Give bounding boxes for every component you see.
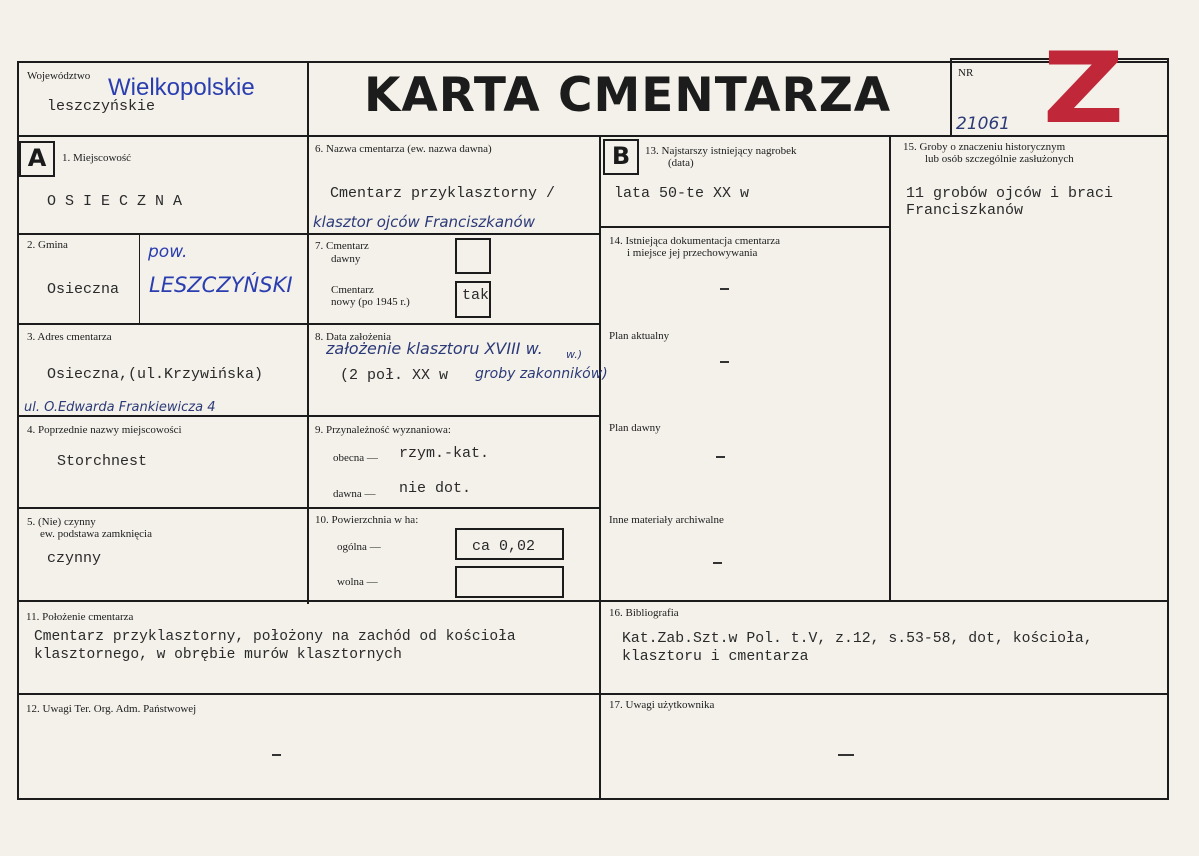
section-a-badge: A bbox=[19, 141, 55, 177]
f14-plan-old: Plan dawny bbox=[609, 422, 661, 434]
f13-value: lata 50-te XX w bbox=[614, 185, 750, 202]
row-left-1 bbox=[17, 233, 309, 235]
f14-label: 14. Istniejąca dokumentacja cmentarza bbox=[609, 235, 781, 247]
category-mark: Z bbox=[1042, 32, 1125, 146]
voivodeship-typed: leszczyńskie bbox=[47, 98, 156, 115]
f10-total-value: ca 0,02 bbox=[472, 538, 536, 555]
f16-label: 16. Bibliografia bbox=[609, 607, 679, 619]
f5-label2: ew. podstawa zamknięcia bbox=[40, 528, 152, 540]
voivodeship-stamp: Wielkopolskie bbox=[108, 74, 255, 101]
f14-label2: i miejsce jej przechowywania bbox=[627, 247, 758, 259]
f7-label-old: 7. Cmentarz bbox=[315, 240, 369, 252]
f14-dash-2 bbox=[720, 361, 729, 363]
f9-former-label: dawna — bbox=[333, 488, 376, 500]
nr-label: NR bbox=[958, 67, 974, 79]
f9-former-value: nie dot. bbox=[399, 480, 472, 497]
f14-other: Inne materiały archiwalne bbox=[609, 514, 724, 526]
f2-value: Osieczna bbox=[47, 281, 120, 298]
row-left-4 bbox=[17, 507, 309, 509]
row-mid-3 bbox=[307, 415, 601, 417]
frame-bottom bbox=[17, 798, 1169, 800]
header-divider-left bbox=[307, 61, 309, 604]
f8-value: (2 poł. XX w bbox=[340, 367, 449, 384]
f5-label: 5. (Nie) czynny bbox=[27, 516, 96, 528]
f2-label: 2. Gmina bbox=[27, 239, 68, 251]
f6-value: Cmentarz przyklasztorny / bbox=[330, 185, 556, 202]
f7-new-value: tak bbox=[462, 287, 490, 304]
f8-hw3: w.) bbox=[566, 348, 583, 361]
f12-label: 12. Uwagi Ter. Org. Adm. Państwowej bbox=[26, 703, 197, 715]
f10-free-box[interactable] bbox=[455, 566, 564, 598]
f9-current-label: obecna — bbox=[333, 452, 378, 464]
row-b-1 bbox=[599, 226, 891, 228]
f6-hw: klasztor ojców Franciszkanów bbox=[313, 213, 535, 231]
f1-label: 1. Miejscowość bbox=[62, 152, 132, 164]
row-left-3 bbox=[17, 415, 309, 417]
f14-dash-3 bbox=[716, 456, 725, 458]
nr-value: 21061 bbox=[956, 114, 1011, 134]
f15-line1: 11 grobów ojców i braci bbox=[906, 185, 1114, 202]
row-left-2 bbox=[17, 323, 309, 325]
col-divider-right bbox=[889, 135, 891, 600]
f3-label: 3. Adres cmentarza bbox=[27, 331, 112, 343]
f9-label: 9. Przynależność wyznaniowa: bbox=[315, 424, 451, 436]
f10-free-label: wolna — bbox=[337, 576, 378, 588]
frame-top bbox=[17, 61, 1169, 63]
voivodeship-label: Województwo bbox=[27, 70, 91, 82]
f13-label2: (data) bbox=[668, 157, 694, 169]
f7-old-checkbox[interactable] bbox=[455, 238, 491, 274]
f7-label-new2: nowy (po 1945 r.) bbox=[331, 296, 410, 308]
f11-line1: Cmentarz przyklasztorny, położony na zachód od kościoła bbox=[34, 629, 516, 645]
f12-dash bbox=[272, 754, 281, 756]
f3-value: Osieczna,(ul.Krzywińska) bbox=[47, 366, 264, 383]
f3-hw: ul. O.Edwarda Frankiewicza 4 bbox=[24, 400, 216, 415]
f11-line2: klasztornego, w obrębie murów klasztornych bbox=[34, 647, 402, 663]
f15-label2: lub osób szczególnie zasłużonych bbox=[925, 153, 1074, 165]
row-full-1 bbox=[17, 600, 1169, 602]
f6-label: 6. Nazwa cmentarza (ew. nazwa dawna) bbox=[315, 143, 492, 155]
f16-line1: Kat.Zab.Szt.w Pol. t.V, z.12, s.53-58, dot, kościoła, bbox=[622, 631, 1093, 647]
f2-hw-pow: pow. bbox=[148, 242, 188, 262]
f15-line2: Franciszkanów bbox=[906, 202, 1024, 219]
f7-label-new: Cmentarz bbox=[331, 284, 374, 296]
f14-plan-current: Plan aktualny bbox=[609, 330, 670, 342]
f11-label: 11. Położenie cmentarza bbox=[26, 611, 134, 623]
f5-value: czynny bbox=[47, 550, 102, 567]
row-mid-2 bbox=[307, 323, 601, 325]
card-title: KARTA CMENTARZA bbox=[364, 68, 892, 123]
f13-label: 13. Najstarszy istniejący nagrobek bbox=[645, 145, 797, 157]
f10-label: 10. Powierzchnia w ha: bbox=[315, 514, 419, 526]
f8-hw2: groby zakonników) bbox=[475, 366, 608, 382]
header-bottom bbox=[17, 135, 1169, 137]
f16-line2: klasztoru i cmentarza bbox=[622, 649, 809, 665]
f4-label: 4. Poprzednie nazwy miejscowości bbox=[27, 424, 182, 436]
frame-right bbox=[1167, 58, 1169, 800]
f8-label: 8. Data założenia bbox=[315, 331, 392, 343]
f17-label: 17. Uwagi użytkownika bbox=[609, 699, 715, 711]
f10-total-label: ogólna — bbox=[337, 541, 381, 553]
f14-dash-1 bbox=[720, 288, 729, 290]
f14-dash-4 bbox=[713, 562, 722, 564]
f17-dash bbox=[838, 754, 854, 756]
row-mid-1 bbox=[307, 233, 601, 235]
f15-label: 15. Groby o znaczeniu historycznym bbox=[903, 141, 1066, 153]
f2-hw-county: LESZCZYŃSKI bbox=[149, 273, 293, 297]
f4-value: Storchnest bbox=[57, 453, 148, 470]
header-divider-right bbox=[950, 58, 952, 136]
f1-value: O S I E C Z N A bbox=[47, 193, 183, 210]
row-mid-4 bbox=[307, 507, 601, 509]
f9-current-value: rzym.-kat. bbox=[399, 445, 490, 462]
f8-hw1: założenie klasztoru XVIII w. bbox=[326, 339, 543, 358]
row-full-2 bbox=[17, 693, 1169, 695]
section-b-badge: B bbox=[603, 139, 639, 175]
f7-label-old2: dawny bbox=[331, 253, 361, 265]
col-divider-left-inner bbox=[139, 233, 140, 324]
